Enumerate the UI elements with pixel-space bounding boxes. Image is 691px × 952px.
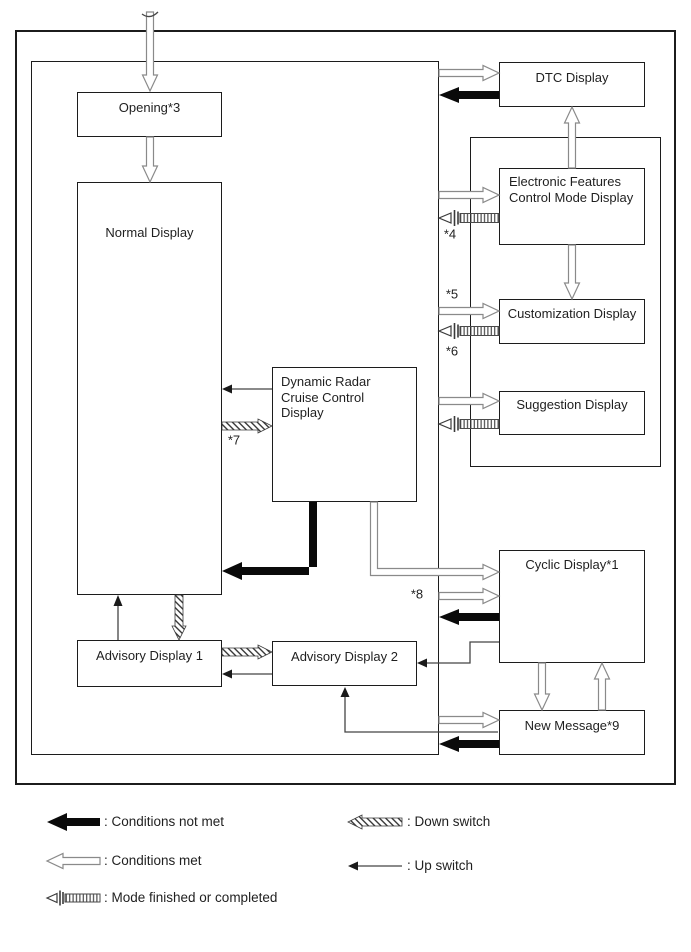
entry-arrow-tail-break-icon: [142, 12, 158, 17]
box-cyclic-display-label: Cyclic Display*1: [525, 557, 619, 572]
legend-conditions-not-met: : Conditions not met: [104, 814, 225, 829]
box-cyclic-display: [499, 550, 645, 663]
legend-up-switch: : Up switch: [407, 858, 474, 873]
box-suggestion-display-label: Suggestion Display: [516, 397, 628, 412]
box-advisory-display-2-label: Advisory Display 2: [291, 649, 398, 664]
annotation-star5: *5: [445, 286, 459, 302]
box-customization-display-label: Customization Display: [507, 306, 637, 321]
box-suggestion-display: [499, 391, 645, 435]
box-opening: [77, 92, 222, 137]
box-normal-display: [77, 182, 222, 595]
box-normal-display-label: Normal Display: [105, 225, 194, 240]
box-advisory-display-1: [77, 640, 222, 687]
box-electronic-features-label: Electronic Features Control Mode Display: [509, 174, 634, 205]
annotation-star6: *6: [445, 343, 459, 359]
annotation-star4: *4: [443, 226, 457, 242]
box-dynamic-radar: [272, 367, 417, 502]
legend-conditions-met-arrow-icon: [47, 854, 100, 869]
box-advisory-display-1-label: Advisory Display 1: [96, 648, 203, 663]
box-advisory-display-2: [272, 641, 417, 686]
box-electronic-features: [499, 168, 645, 245]
annotation-star8: *8: [410, 586, 424, 602]
legend-conditions-met: : Conditions met: [104, 853, 202, 868]
annotation-star7: *7: [227, 432, 241, 448]
box-dynamic-radar-label: Dynamic Radar Cruise Control Display: [281, 374, 371, 420]
box-dtc-display-label: DTC Display: [535, 70, 609, 85]
box-new-message: [499, 710, 645, 755]
legend-down-switch-arrow-icon: [348, 815, 402, 829]
legend-mode-finished: : Mode finished or completed: [104, 890, 278, 905]
box-dtc-display: [499, 62, 645, 107]
legend-conditions-not-met-arrow-icon: [47, 813, 100, 831]
box-customization-display: [499, 299, 645, 344]
legend-down-switch: : Down switch: [407, 814, 491, 829]
box-new-message-label: New Message*9: [524, 718, 620, 733]
box-opening-label: Opening*3: [118, 100, 181, 115]
legend-mode-finished-arrow-icon: [47, 891, 100, 906]
legend-up-switch-arrow-icon: [348, 862, 402, 871]
